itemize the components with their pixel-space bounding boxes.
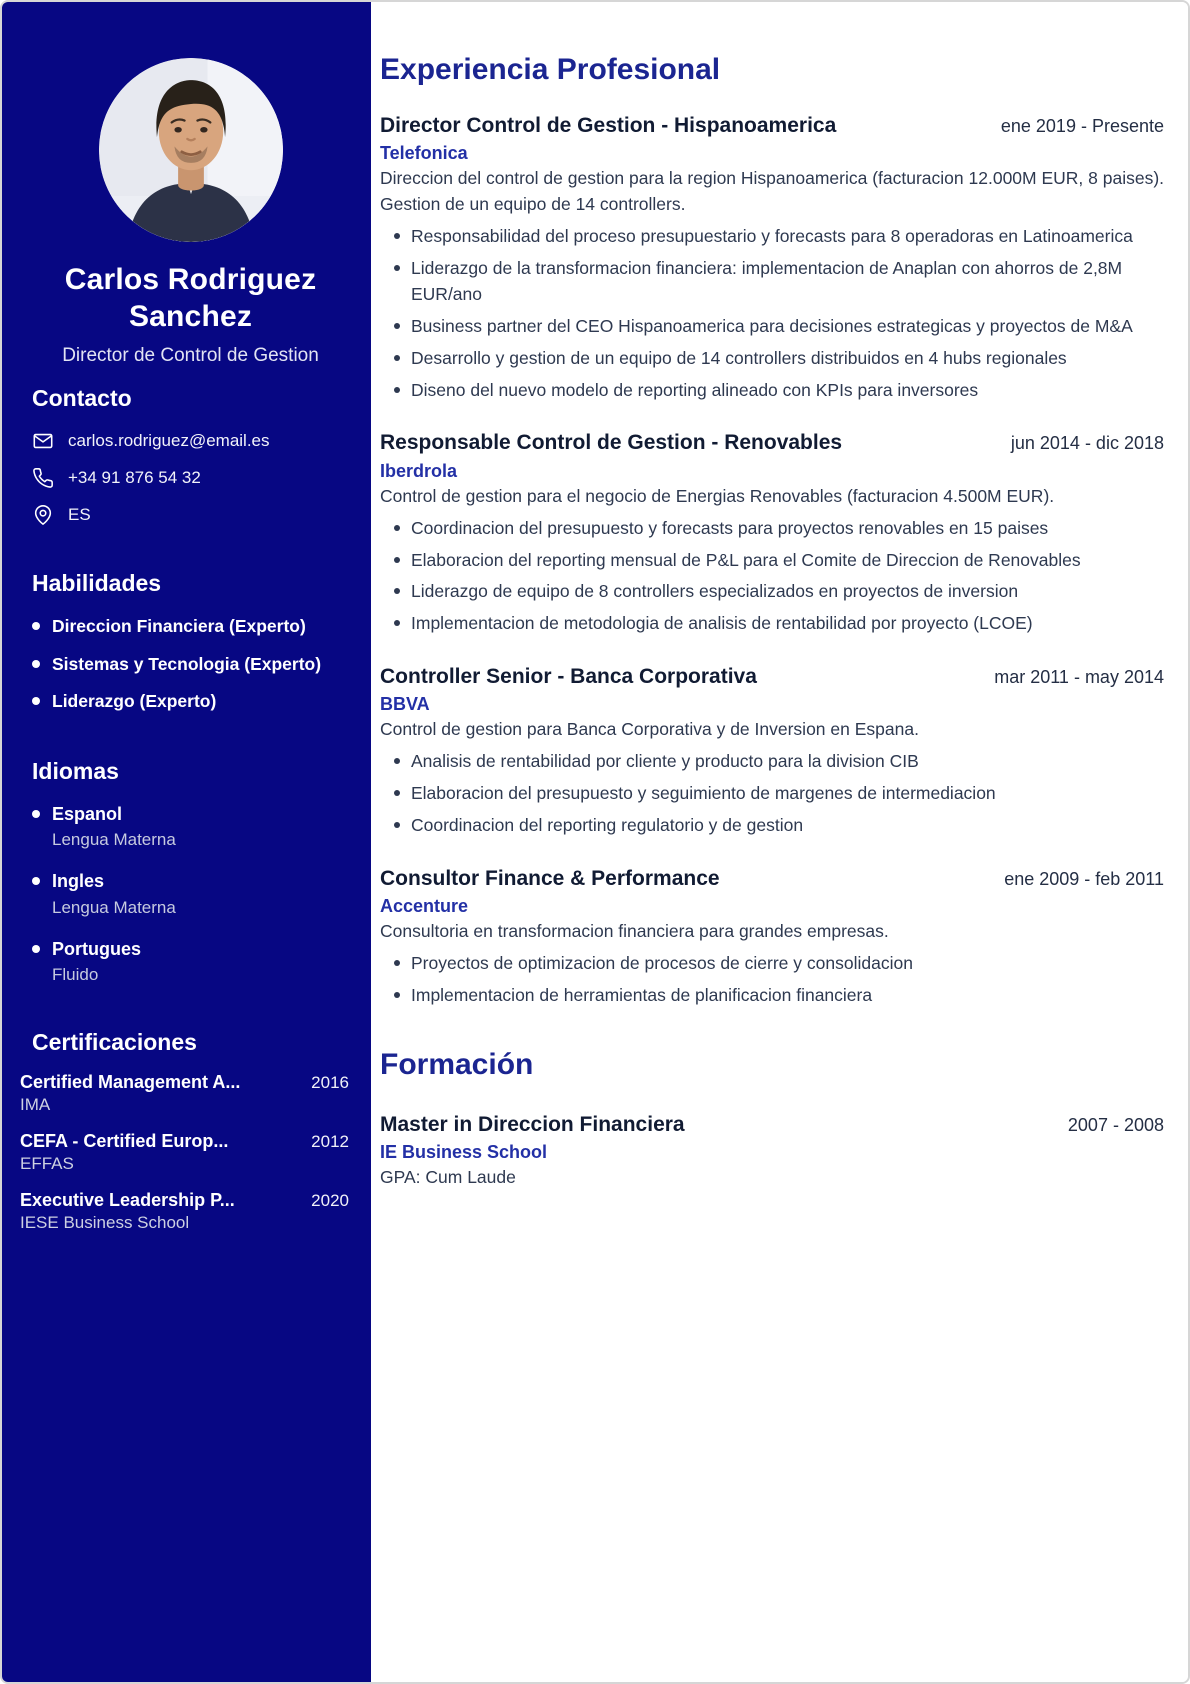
job-bullet: Elaboracion del presupuesto y seguimiento de margenes de intermediacion bbox=[380, 781, 1164, 807]
bullet-dot-icon bbox=[32, 810, 40, 818]
job-bullet: Proyectos de optimizacion de procesos de cierre y consolidacion bbox=[380, 951, 1164, 977]
contact-phone: +34 91 876 54 32 bbox=[68, 468, 201, 488]
certification-org: EFFAS bbox=[20, 1154, 74, 1174]
job-date: jun 2014 - dic 2018 bbox=[1010, 433, 1164, 454]
avatar-photo-illustration bbox=[99, 58, 283, 242]
job-bullet: Responsabilidad del proceso presupuestario y forecasts para 8 operadoras en Latinoamerica bbox=[380, 224, 1164, 250]
main-content bbox=[371, 2, 1188, 1682]
job-company: Iberdrola bbox=[380, 460, 458, 481]
certification-org: IESE Business School bbox=[20, 1213, 190, 1233]
job-description: Direccion del control de gestion para la region Hispanoamerica (facturacion 12.000M EUR, 8 paises). Gestion de un equipo de 14 controllers. bbox=[380, 168, 1165, 215]
job-bullet: Implementacion de herramientas de planificacion financiera bbox=[380, 983, 1164, 1009]
skill-label: Liderazgo (Experto) bbox=[52, 691, 217, 712]
sidebar bbox=[2, 2, 371, 1682]
contact-list bbox=[32, 430, 349, 526]
education-title: Master in Direccion Financiera bbox=[380, 1113, 685, 1136]
languages-heading: Idiomas bbox=[32, 758, 119, 785]
bullet-dot-icon bbox=[32, 660, 40, 668]
skill-item bbox=[32, 653, 349, 677]
job-title: Controller Senior - Banca Corporativa bbox=[380, 665, 757, 689]
person-name: Carlos Rodriguez Sanchez bbox=[64, 263, 317, 333]
certifications-heading: Certificaciones bbox=[32, 1029, 197, 1056]
certification-item bbox=[20, 1131, 349, 1174]
person-job-title: Director de Control de Gestion bbox=[62, 345, 319, 367]
job-bullet: Implementacion de metodologia de analisis de rentabilidad por proyecto (LCOE) bbox=[380, 611, 1164, 637]
job-bullet: Coordinacion del reporting regulatorio y de gestion bbox=[380, 813, 1164, 839]
language-name: Espanol bbox=[52, 804, 123, 825]
language-item bbox=[32, 870, 349, 917]
education-entry bbox=[380, 1111, 1164, 1188]
contact-phone-row bbox=[32, 467, 349, 489]
phone-icon bbox=[32, 467, 54, 489]
certification-year: 2016 bbox=[311, 1073, 349, 1093]
language-name: Ingles bbox=[52, 871, 105, 892]
contact-heading: Contacto bbox=[32, 385, 132, 412]
avatar bbox=[99, 58, 283, 242]
job-title: Director Control de Gestion - Hispanoamerica bbox=[380, 114, 837, 137]
language-item bbox=[32, 803, 349, 850]
skill-label: Sistemas y Tecnologia (Experto) bbox=[52, 653, 322, 674]
certification-item bbox=[20, 1072, 349, 1115]
job-entry bbox=[380, 429, 1164, 637]
job-date: ene 2019 - Presente bbox=[1000, 116, 1164, 136]
bullet-dot-icon bbox=[32, 877, 40, 885]
location-pin-icon bbox=[32, 504, 54, 526]
job-bullet-list bbox=[380, 224, 1164, 403]
job-bullet: Liderazgo de la transformacion financiera: implementacion de Anaplan con ahorros de 2,8M EUR/ano bbox=[380, 256, 1164, 308]
job-company: BBVA bbox=[380, 694, 430, 715]
language-name: Portugues bbox=[52, 938, 142, 959]
language-item bbox=[32, 938, 349, 985]
certification-name: Certified Management A... bbox=[20, 1072, 241, 1093]
certifications-list bbox=[20, 1072, 349, 1233]
job-bullet: Liderazgo de equipo de 8 controllers especializados en proyectos de inversion bbox=[380, 579, 1164, 605]
job-bullet-list bbox=[380, 749, 1164, 839]
job-bullet: Business partner del CEO Hispanoamerica para decisiones estrategicas y proyectos de M&A bbox=[380, 314, 1164, 340]
contact-email: carlos.rodriguez@email.es bbox=[68, 431, 270, 451]
skill-item bbox=[32, 615, 349, 639]
job-bullet: Diseno del nuevo modelo de reporting alineado con KPIs para inversores bbox=[380, 378, 1164, 404]
job-description: Consultoria en transformacion financiera para grandes empresas. bbox=[380, 921, 889, 942]
contact-location-row bbox=[32, 504, 349, 526]
experience-heading: Experiencia Profesional bbox=[380, 53, 721, 86]
contact-location: ES bbox=[68, 505, 91, 525]
job-entry bbox=[380, 663, 1164, 839]
job-bullet-list bbox=[380, 951, 1164, 1009]
job-bullet: Coordinacion del presupuesto y forecasts para proyectos renovables en 15 paises bbox=[380, 516, 1164, 542]
job-company: Telefonica bbox=[380, 143, 468, 164]
job-date: ene 2009 - feb 2011 bbox=[1004, 869, 1164, 890]
skill-item bbox=[32, 690, 349, 714]
certification-name: Executive Leadership P... bbox=[20, 1190, 235, 1211]
certification-year: 2020 bbox=[311, 1191, 349, 1211]
certification-item bbox=[20, 1190, 349, 1233]
education-heading: Formación bbox=[380, 1048, 534, 1081]
bullet-dot-icon bbox=[32, 622, 40, 630]
language-level: Lengua Materna bbox=[52, 897, 176, 917]
job-title: Consultor Finance & Performance bbox=[380, 867, 720, 891]
job-description: Control de gestion para el negocio de Energias Renovables (facturacion 4.500M EUR). bbox=[380, 485, 1055, 506]
languages-list bbox=[32, 803, 349, 985]
job-title: Responsable Control de Gestion - Renovables bbox=[380, 431, 843, 455]
language-level: Fluido bbox=[52, 965, 99, 985]
job-entry bbox=[380, 112, 1164, 403]
language-level: Lengua Materna bbox=[52, 830, 176, 850]
job-bullet: Analisis de rentabilidad por cliente y producto para la division CIB bbox=[380, 749, 1164, 775]
education-gpa: GPA: Cum Laude bbox=[380, 1167, 516, 1188]
bullet-dot-icon bbox=[32, 697, 40, 705]
certification-org: IMA bbox=[20, 1095, 51, 1115]
job-bullet: Elaboracion del reporting mensual de P&L para el Comite de Direccion de Renovables bbox=[380, 548, 1164, 574]
job-bullet: Desarrollo y gestion de un equipo de 14 controllers distribuidos en 4 hubs regionales bbox=[380, 346, 1164, 372]
bullet-dot-icon bbox=[32, 945, 40, 953]
skill-label: Direccion Financiera (Experto) bbox=[52, 616, 306, 637]
skills-heading: Habilidades bbox=[32, 570, 162, 597]
job-bullet-list bbox=[380, 516, 1164, 638]
envelope-icon bbox=[32, 430, 54, 452]
job-description: Control de gestion para Banca Corporativa y de Inversion en Espana. bbox=[380, 719, 919, 740]
job-company: Accenture bbox=[380, 896, 469, 917]
education-school: IE Business School bbox=[380, 1142, 548, 1163]
skills-list bbox=[32, 615, 349, 714]
certification-name: CEFA - Certified Europ... bbox=[20, 1131, 229, 1152]
education-date: 2007 - 2008 bbox=[1067, 1115, 1164, 1135]
certification-year: 2012 bbox=[311, 1132, 349, 1152]
job-entry bbox=[380, 865, 1164, 1009]
job-date: mar 2011 - may 2014 bbox=[994, 667, 1164, 688]
contact-email-row bbox=[32, 430, 349, 452]
